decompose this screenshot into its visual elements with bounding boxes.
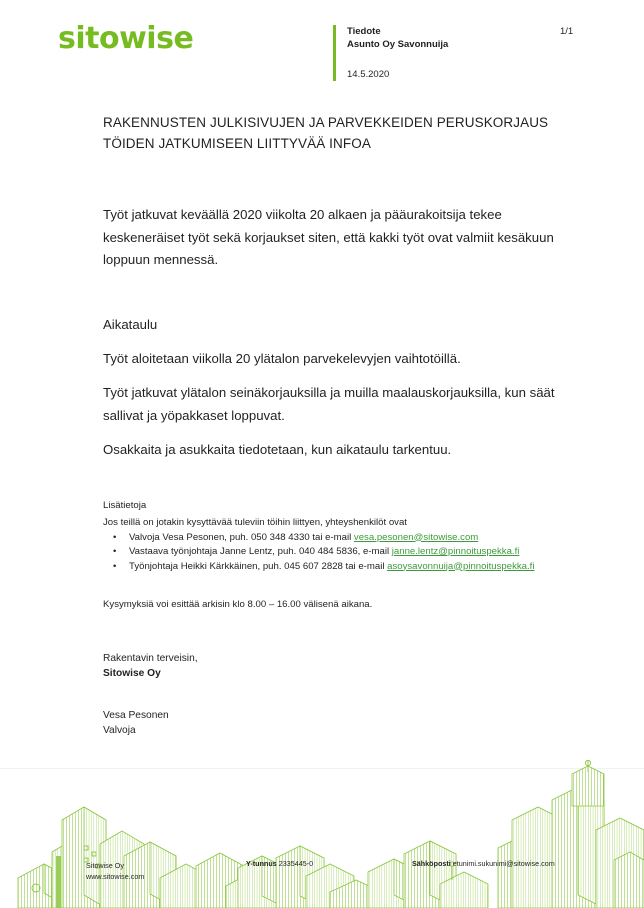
document-body	[103, 112, 563, 738]
contact-email-link[interactable]: janne.lentz@pinnoituspekka.fi	[391, 546, 520, 557]
contact-list	[103, 531, 563, 574]
cityscape-illustration	[0, 760, 644, 908]
signature-role: Valvoja	[103, 724, 136, 736]
schedule-paragraph-1: Työt aloitetaan viikolla 20 ylätalon parvekelevyjen vaihtotöillä.	[103, 350, 461, 366]
contact-text: Vastaava työnjohtaja Janne Lentz, puh. 040 484 5836, e-mail	[129, 546, 392, 557]
more-info-subheading: Jos teillä on jotakin kysyttävää tuleviin töihin liittyen, yhteyshenkilöt ovat	[103, 516, 407, 528]
footer-business-id-label: Y-tunnus	[246, 859, 277, 868]
more-info-section	[103, 462, 563, 613]
contact-text: Valvoja Vesa Pesonen, puh. 050 348 4330 tai e-mail	[129, 531, 354, 543]
document-meta-block	[333, 25, 448, 81]
signature-spacer	[103, 681, 563, 709]
contact-email-link[interactable]: asoysavonnuija@pinnoituspekka.fi	[387, 560, 535, 572]
footer-business-id-column	[246, 858, 313, 869]
document-header	[0, 0, 644, 100]
sitowise-logo: sitowise	[58, 21, 194, 56]
footer-business-id	[246, 858, 313, 869]
document-date: 14.5.2020	[347, 69, 390, 80]
contact-email-link[interactable]: vesa.pesonen@sitowise.com	[353, 531, 479, 543]
page-title: RAKENNUSTEN JULKISIVUJEN JA PARVEKKEIDEN PERUSKORJAUS TÖIDEN JATKUMISEEN LIITTYVÄÄ INFOA	[103, 115, 549, 151]
signature-name: Vesa Pesonen	[103, 710, 169, 721]
footer-email	[412, 858, 555, 869]
footer-company-column	[86, 860, 144, 882]
footer-info	[0, 856, 644, 882]
footer-company-name: Sitowise Oy	[86, 861, 124, 870]
signature-block	[103, 612, 563, 738]
client-company-name: Asunto Oy Savonnuija	[347, 39, 449, 50]
contact-text: Työnjohtaja Heikki Kärkkäinen, puh. 045 607 2828 tai e-mail	[129, 560, 388, 572]
footer-email-label: Sähköposti	[412, 859, 451, 868]
list-item	[103, 531, 563, 545]
section-heading-schedule: Aikataulu	[103, 316, 158, 332]
more-info-heading: Lisätietoja	[103, 499, 147, 511]
footer-email-column	[412, 858, 555, 869]
footer-email-pattern: etunimi.sukunimi@sitowise.com	[452, 859, 555, 868]
footer-website[interactable]: www.sitowise.com	[86, 872, 145, 881]
bullet-icon: •	[113, 546, 117, 557]
list-item	[103, 560, 563, 574]
document-type: Tiedote	[347, 26, 381, 37]
bullet-icon: •	[113, 560, 117, 572]
lead-paragraph: Työt jatkuvat keväällä 2020 viikolta 20 alkaen ja pääurakoitsija tekee keskeneräiset työt sekä korjaukset siten, että kakki työt ovat valmiit kesäkuun loppuun mennessä.	[103, 207, 554, 267]
list-item	[103, 545, 563, 559]
signature-company: Sitowise Oy	[103, 667, 161, 679]
schedule-paragraph-2: Työt jatkuvat ylätalon seinäkorjauksilla ja muilla maalauskorjauksilla, kun säät sallivat ja yöpakkaset loppuvat.	[103, 385, 555, 423]
schedule-paragraph-3: Osakkaita ja asukkaita tiedotetaan, kun aikataulu tarkentuu.	[103, 442, 452, 457]
footer-business-id-value: 2335445-0	[278, 859, 314, 868]
service-hours-text: Kysymyksiä voi esittää arkisin klo 8.00 – 16.00 välisenä aikana.	[103, 599, 373, 610]
signature-closing: Rakentavin terveisin,	[103, 653, 198, 664]
bullet-icon: •	[113, 531, 117, 543]
document-footer	[0, 760, 644, 908]
page-number: 1/1	[560, 26, 574, 37]
